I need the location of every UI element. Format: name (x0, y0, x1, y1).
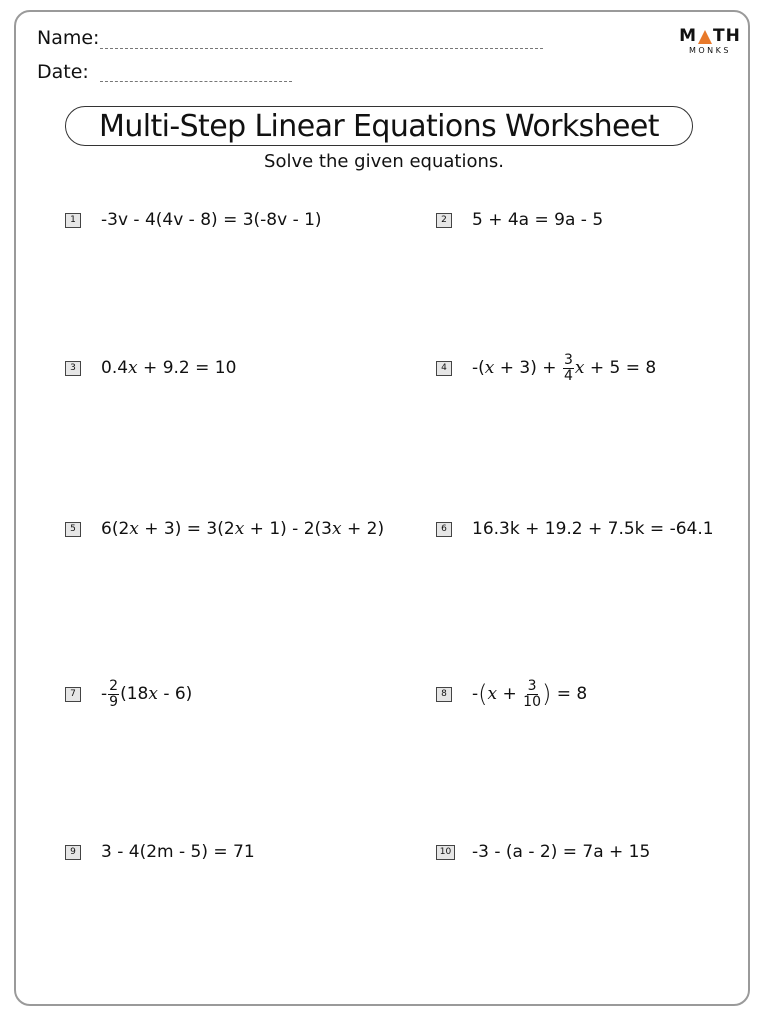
eq-part: - (472, 684, 479, 704)
eq-part: + (497, 684, 523, 704)
logo-text-right: TH (713, 26, 741, 46)
eq-part: - (101, 684, 108, 704)
problem-number: 4 (436, 361, 452, 376)
logo-triangle-icon (698, 30, 712, 44)
problem-10 (436, 840, 650, 864)
eq-fraction (108, 679, 119, 710)
eq-part: 0.4 (101, 358, 129, 378)
logo-text-left: M (679, 26, 698, 46)
date-line (100, 81, 292, 82)
problem-number: 10 (436, 845, 455, 860)
eq-part: + 5 = 8 (584, 358, 657, 378)
eq-variable: x (234, 519, 245, 539)
eq-part: (18 (120, 684, 149, 704)
problem-3 (65, 356, 236, 380)
eq-variable: x (129, 519, 139, 539)
eq-fraction (523, 679, 541, 710)
problem-equation (101, 519, 384, 539)
eq-part: + 9.2 = 10 (137, 358, 237, 378)
problem-equation: 5 + 4a = 9a - 5 (472, 210, 604, 230)
math-monks-logo (680, 28, 740, 55)
problem-number: 7 (65, 687, 81, 702)
fraction-numerator: 2 (109, 677, 119, 694)
problem-9 (65, 840, 255, 864)
eq-variable: x (487, 684, 498, 704)
eq-part: 6(2 (101, 519, 130, 539)
problem-6 (436, 517, 714, 541)
page-title: Multi-Step Linear Equations Worksheet (99, 108, 659, 144)
logo-subtext: MONKS (688, 46, 731, 55)
problem-equation: -3 - (a - 2) = 7a + 15 (472, 842, 651, 862)
date-label: Date: (37, 61, 89, 83)
eq-part: + 3) + (494, 358, 562, 378)
title-pill (65, 106, 693, 146)
problem-number: 3 (65, 361, 81, 376)
problem-number: 5 (65, 522, 81, 537)
fraction-denominator: 10 (523, 693, 541, 710)
problem-number: 9 (65, 845, 81, 860)
problem-4 (436, 351, 657, 384)
problem-5 (65, 517, 384, 541)
eq-part: - 6) (157, 684, 193, 704)
problem-number: 8 (436, 687, 452, 702)
name-line (100, 48, 543, 49)
eq-part: + 2) (341, 519, 385, 539)
eq-variable: x (128, 358, 138, 378)
eq-variable: x (332, 519, 342, 539)
name-label: Name: (37, 27, 100, 49)
fraction-numerator: 3 (527, 677, 537, 694)
eq-part: + 1) - 2(3 (244, 519, 332, 539)
problem-equation (472, 679, 587, 710)
fraction-denominator: 4 (563, 367, 573, 384)
problem-number: 6 (436, 522, 452, 537)
problem-equation (101, 358, 236, 378)
fraction-denominator: 9 (109, 693, 119, 710)
problem-8 (436, 677, 588, 710)
problem-number: 1 (65, 213, 81, 228)
eq-fraction (563, 353, 574, 384)
problem-number: 2 (436, 213, 452, 228)
problem-equation: -3v - 4(4v - 8) = 3(-8v - 1) (101, 210, 322, 230)
problem-2 (436, 208, 603, 232)
problem-1 (65, 208, 322, 232)
eq-right-paren: ) (542, 680, 552, 708)
problem-equation: 3 - 4(2m - 5) = 71 (101, 842, 255, 862)
eq-part: + 3) = 3(2 (138, 519, 235, 539)
problem-equation: 16.3k + 19.2 + 7.5k = -64.1 (472, 519, 714, 539)
fraction-numerator: 3 (563, 351, 573, 368)
eq-variable: x (484, 358, 495, 378)
problem-equation (101, 679, 192, 710)
eq-variable: x (574, 358, 585, 378)
problem-7 (65, 677, 193, 710)
eq-part: = 8 (551, 684, 588, 704)
problem-equation (472, 353, 656, 384)
eq-variable: x (148, 684, 158, 704)
eq-part: -( (472, 358, 485, 378)
eq-left-paren: ( (478, 680, 488, 708)
page-subtitle: Solve the given equations. (264, 151, 504, 172)
